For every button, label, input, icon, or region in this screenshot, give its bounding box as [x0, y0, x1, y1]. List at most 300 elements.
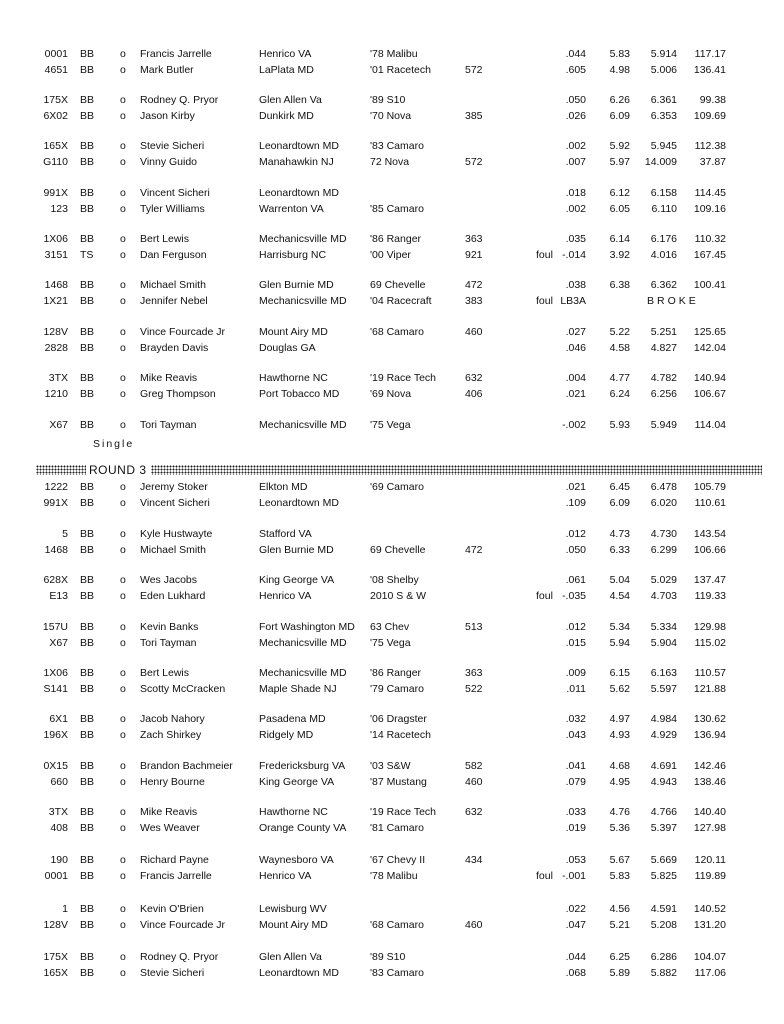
dotted-divider-right — [151, 465, 762, 475]
lane-marker: o — [120, 903, 126, 915]
class-code: BB — [80, 574, 95, 586]
sixty-foot-time: 5.22 — [609, 326, 630, 338]
lane-marker: o — [120, 637, 126, 649]
driver-name: Kyle Hustwayte — [140, 528, 213, 540]
racer-row — [0, 820, 784, 836]
race-pair — [0, 804, 784, 836]
speed-mph: 167.45 — [693, 249, 726, 261]
class-code: BB — [80, 64, 95, 76]
speed-mph: 129.98 — [693, 621, 726, 633]
sixty-foot-time: 6.38 — [609, 279, 630, 291]
reaction-time: .021 — [565, 388, 586, 400]
car-number: X67 — [49, 637, 68, 649]
lane-marker: o — [120, 967, 126, 979]
reaction-time: .009 — [565, 667, 586, 679]
elapsed-time: 5.945 — [650, 140, 677, 152]
driver-name: Brandon Bachmeier — [140, 760, 233, 772]
racer-row — [0, 201, 784, 217]
elapsed-time: 6.286 — [650, 951, 677, 963]
reaction-time: .079 — [565, 776, 586, 788]
elapsed-time: 4.016 — [650, 249, 677, 261]
hometown: Mechanicsville MD — [259, 233, 347, 245]
driver-name: Francis Jarrelle — [140, 870, 212, 882]
car-number: 1 — [62, 903, 68, 915]
car-number: 175X — [43, 94, 68, 106]
vehicle: '00 Viper — [370, 249, 411, 261]
car-number: 3151 — [44, 249, 68, 261]
speed-mph: 109.16 — [693, 203, 726, 215]
driver-name: Bert Lewis — [140, 667, 190, 679]
driver-name: Tyler Williams — [140, 203, 205, 215]
lane-marker: o — [120, 951, 126, 963]
elapsed-time: 6.163 — [650, 667, 677, 679]
driver-name: Greg Thompson — [140, 388, 216, 400]
reaction-time: .022 — [565, 903, 586, 915]
vehicle: '86 Ranger — [370, 667, 422, 679]
vehicle: '75 Vega — [370, 637, 411, 649]
sixty-foot-time: 6.15 — [609, 667, 630, 679]
engine-cid: 921 — [465, 249, 483, 261]
sixty-foot-time: 4.98 — [609, 64, 630, 76]
hometown: Fredericksburg VA — [259, 760, 346, 772]
driver-name: Jason Kirby — [140, 110, 195, 122]
lane-marker: o — [120, 388, 126, 400]
elapsed-time: 5.006 — [650, 64, 677, 76]
vehicle: 69 Chevelle — [370, 279, 426, 291]
race-pair — [0, 665, 784, 697]
driver-name: Richard Payne — [140, 854, 209, 866]
sixty-foot-time: 6.33 — [609, 544, 630, 556]
racer-row — [0, 154, 784, 170]
racer-row — [0, 681, 784, 697]
speed-mph: 37.87 — [699, 156, 726, 168]
sixty-foot-time: 4.76 — [609, 806, 630, 818]
driver-name: Zach Shirkey — [140, 729, 202, 741]
engine-cid: 472 — [465, 279, 483, 291]
driver-name: Jacob Nahory — [140, 713, 205, 725]
reaction-time: .019 — [565, 822, 586, 834]
sixty-foot-time: 5.93 — [609, 419, 630, 431]
class-code: BB — [80, 729, 95, 741]
car-number: 408 — [50, 822, 68, 834]
engine-cid: 434 — [465, 854, 483, 866]
reaction-time: .061 — [565, 574, 586, 586]
hometown: Mount Airy MD — [259, 326, 328, 338]
racer-row — [0, 526, 784, 542]
speed-mph: 137.47 — [693, 574, 726, 586]
vehicle: '06 Dragster — [370, 713, 427, 725]
reaction-time: .027 — [565, 326, 586, 338]
hometown: Henrico VA — [259, 590, 312, 602]
reaction-time: LB3A — [560, 295, 586, 307]
driver-name: Henry Bourne — [140, 776, 205, 788]
class-code: BB — [80, 140, 95, 152]
class-code: BB — [80, 372, 95, 384]
speed-mph: 105.79 — [693, 481, 726, 493]
speed-mph: 143.54 — [693, 528, 726, 540]
lane-marker: o — [120, 760, 126, 772]
vehicle: 63 Chev — [370, 621, 410, 633]
racer-row — [0, 852, 784, 868]
hometown: Mechanicsville MD — [259, 419, 347, 431]
sixty-foot-time: 4.54 — [609, 590, 630, 602]
elapsed-time: 5.251 — [650, 326, 677, 338]
elapsed-time: 6.361 — [650, 94, 677, 106]
reaction-time: .068 — [565, 967, 586, 979]
sixty-foot-time: 4.73 — [609, 528, 630, 540]
class-code: BB — [80, 903, 95, 915]
lane-marker: o — [120, 140, 126, 152]
elapsed-time: 4.943 — [650, 776, 677, 788]
racer-row — [0, 247, 784, 263]
elapsed-time: 14.009 — [644, 156, 677, 168]
sixty-foot-time: 4.77 — [609, 372, 630, 384]
class-code: BB — [80, 279, 95, 291]
vehicle: 2010 S & W — [370, 590, 427, 602]
lane-marker: o — [120, 64, 126, 76]
race-pair — [0, 46, 784, 78]
car-number: 128V — [43, 919, 68, 931]
driver-name: Vinny Guido — [140, 156, 198, 168]
hometown: Harrisburg NC — [259, 249, 327, 261]
lane-marker: o — [120, 342, 126, 354]
elapsed-time: 4.827 — [650, 342, 677, 354]
lane-marker: o — [120, 372, 126, 384]
car-number: 1X21 — [43, 295, 68, 307]
race-pair — [0, 619, 784, 651]
car-number: 4651 — [44, 64, 68, 76]
racer-row — [0, 138, 784, 154]
driver-name: Jeremy Stoker — [140, 481, 208, 493]
class-code: BB — [80, 951, 95, 963]
speed-mph: 110.32 — [694, 233, 726, 245]
class-code: BB — [80, 419, 95, 431]
car-number: 991X — [43, 497, 68, 509]
sixty-foot-time: 6.25 — [609, 951, 630, 963]
class-code: BB — [80, 967, 95, 979]
class-code: BB — [80, 760, 95, 772]
driver-name: Stevie Sicheri — [140, 967, 205, 979]
racer-row — [0, 572, 784, 588]
car-number: 1X06 — [43, 233, 68, 245]
sixty-foot-time: 6.14 — [609, 233, 630, 245]
vehicle: '79 Camaro — [370, 683, 424, 695]
lane-marker: o — [120, 295, 126, 307]
hometown: Lewisburg WV — [259, 903, 327, 915]
hometown: Hawthorne NC — [259, 806, 328, 818]
elapsed-time: 4.591 — [650, 903, 677, 915]
lane-marker: o — [120, 203, 126, 215]
speed-mph: 140.94 — [693, 372, 726, 384]
car-number: 5 — [62, 528, 68, 540]
speed-mph: 125.65 — [693, 326, 726, 338]
driver-name: Mark Butler — [140, 64, 194, 76]
race-pair — [0, 185, 784, 217]
racer-row — [0, 949, 784, 965]
speed-mph: 106.67 — [693, 388, 726, 400]
racer-row — [0, 231, 784, 247]
class-code: BB — [80, 590, 95, 602]
hometown: Leonardtown MD — [259, 497, 339, 509]
racer-row — [0, 868, 784, 884]
elapsed-time: 5.208 — [650, 919, 677, 931]
sixty-foot-time: 5.83 — [609, 870, 630, 882]
race-pair — [0, 231, 784, 263]
class-code: BB — [80, 637, 95, 649]
vehicle: '01 Racetech — [370, 64, 431, 76]
racer-row — [0, 370, 784, 386]
elapsed-time: 4.929 — [650, 729, 677, 741]
lane-marker: o — [120, 544, 126, 556]
class-code: BB — [80, 233, 95, 245]
race-pair — [0, 949, 784, 981]
class-code: BB — [80, 481, 95, 493]
hometown: Leonardtown MD — [259, 967, 339, 979]
speed-mph: 106.66 — [693, 544, 726, 556]
car-number: 6X02 — [43, 110, 68, 122]
reaction-time: .018 — [565, 187, 586, 199]
driver-name: Tori Tayman — [140, 637, 197, 649]
lane-marker: o — [120, 590, 126, 602]
hometown: Stafford VA — [259, 528, 312, 540]
driver-name: Vincent Sicheri — [140, 497, 210, 509]
class-code: BB — [80, 528, 95, 540]
racer-row — [0, 635, 784, 651]
vehicle: '87 Mustang — [370, 776, 427, 788]
vehicle: 69 Chevelle — [370, 544, 426, 556]
elapsed-time: 6.176 — [650, 233, 677, 245]
foul-flag: foul — [536, 590, 553, 602]
car-number: 0X15 — [43, 760, 68, 772]
class-code: BB — [80, 94, 95, 106]
reaction-time: .002 — [565, 140, 586, 152]
car-number: 0001 — [44, 48, 68, 60]
racer-row — [0, 619, 784, 635]
racer-row — [0, 108, 784, 124]
elapsed-time: 4.691 — [650, 760, 677, 772]
reaction-time: .012 — [565, 621, 586, 633]
driver-name: Francis Jarrelle — [140, 48, 212, 60]
elapsed-time: 6.478 — [650, 481, 677, 493]
driver-name: Vince Fourcade Jr — [140, 919, 226, 931]
engine-cid: 460 — [465, 919, 483, 931]
racer-row — [0, 185, 784, 201]
driver-name: Stevie Sicheri — [140, 140, 205, 152]
sixty-foot-time: 5.36 — [609, 822, 630, 834]
sixty-foot-time: 6.26 — [609, 94, 630, 106]
lane-marker: o — [120, 233, 126, 245]
car-number: 660 — [50, 776, 68, 788]
vehicle: '89 S10 — [370, 951, 406, 963]
reaction-time: -.014 — [562, 249, 586, 261]
reaction-time: .046 — [565, 342, 586, 354]
hometown: Dunkirk MD — [259, 110, 314, 122]
vehicle: '14 Racetech — [370, 729, 431, 741]
lane-marker: o — [120, 279, 126, 291]
elapsed-time: 6.158 — [650, 187, 677, 199]
sixty-foot-time: 4.68 — [609, 760, 630, 772]
lane-marker: o — [120, 822, 126, 834]
engine-cid: 472 — [465, 544, 483, 556]
elapsed-time: 5.825 — [650, 870, 677, 882]
lane-marker: o — [120, 729, 126, 741]
foul-flag: foul — [536, 870, 553, 882]
elapsed-time: 6.256 — [650, 388, 677, 400]
foul-flag: foul — [536, 249, 553, 261]
speed-mph: 131.20 — [693, 919, 726, 931]
class-code: BB — [80, 544, 95, 556]
racer-row — [0, 417, 784, 433]
hometown: Leonardtown MD — [259, 187, 339, 199]
reaction-time: .004 — [565, 372, 586, 384]
sixty-foot-time: 5.97 — [609, 156, 630, 168]
speed-mph: 130.62 — [693, 713, 726, 725]
lane-marker: o — [120, 419, 126, 431]
car-number: 196X — [43, 729, 68, 741]
driver-name: Bert Lewis — [140, 233, 190, 245]
elapsed-time: 5.669 — [650, 854, 677, 866]
class-code: BB — [80, 683, 95, 695]
lane-marker: o — [120, 481, 126, 493]
race-pair — [0, 572, 784, 604]
sixty-foot-time: 6.24 — [609, 388, 630, 400]
sixty-foot-time: 5.89 — [609, 967, 630, 979]
speed-mph: 114.45 — [694, 187, 726, 199]
engine-cid: 460 — [465, 776, 483, 788]
car-number: 1210 — [44, 388, 68, 400]
car-number: 1X06 — [43, 667, 68, 679]
speed-mph: 127.98 — [693, 822, 726, 834]
driver-name: Vincent Sicheri — [140, 187, 210, 199]
racer-row — [0, 588, 784, 604]
reaction-time: .012 — [565, 528, 586, 540]
class-code: BB — [80, 203, 95, 215]
sixty-foot-time: 4.56 — [609, 903, 630, 915]
car-number: E13 — [49, 590, 68, 602]
elapsed-time: 6.299 — [650, 544, 677, 556]
reaction-time: .002 — [565, 203, 586, 215]
elapsed-time: 4.766 — [650, 806, 677, 818]
elapsed-time: 5.904 — [650, 637, 677, 649]
class-code: BB — [80, 776, 95, 788]
racer-row — [0, 727, 784, 743]
lane-marker: o — [120, 110, 126, 122]
speed-mph: 138.46 — [693, 776, 726, 788]
racer-row — [0, 62, 784, 78]
race-pair — [0, 92, 784, 124]
lane-marker: o — [120, 156, 126, 168]
lane-marker: o — [120, 870, 126, 882]
speed-mph: 121.88 — [693, 683, 726, 695]
hometown: Manahawkin NJ — [259, 156, 334, 168]
reaction-time: .011 — [566, 683, 586, 695]
racer-row — [0, 293, 784, 309]
driver-name: Mike Reavis — [140, 806, 198, 818]
reaction-time: .032 — [565, 713, 586, 725]
driver-name: Wes Weaver — [140, 822, 200, 834]
racer-row — [0, 277, 784, 293]
engine-cid: 385 — [465, 110, 483, 122]
vehicle: '68 Camaro — [370, 326, 424, 338]
speed-mph: 136.94 — [693, 729, 726, 741]
car-number: 991X — [43, 187, 68, 199]
engine-cid: 383 — [465, 295, 483, 307]
elapsed-time: 6.110 — [651, 203, 677, 215]
car-number: 175X — [43, 951, 68, 963]
racer-row — [0, 542, 784, 558]
engine-cid: 522 — [465, 683, 483, 695]
sixty-foot-time: 5.67 — [609, 854, 630, 866]
reaction-time: .015 — [565, 637, 586, 649]
engine-cid: 406 — [465, 388, 483, 400]
elapsed-time: 5.882 — [650, 967, 677, 979]
speed-mph: 110.61 — [694, 497, 726, 509]
elapsed-time: 5.914 — [650, 48, 677, 60]
hometown: LaPlata MD — [259, 64, 314, 76]
sixty-foot-time: 6.09 — [609, 497, 630, 509]
engine-cid: 632 — [465, 806, 483, 818]
elapsed-time: 4.703 — [650, 590, 677, 602]
sixty-foot-time: 5.62 — [609, 683, 630, 695]
reaction-time: .043 — [565, 729, 586, 741]
race-pair — [0, 711, 784, 743]
engine-cid: 572 — [465, 156, 483, 168]
hometown: Mechanicsville MD — [259, 295, 347, 307]
reaction-time: .053 — [565, 854, 586, 866]
car-number: X67 — [49, 419, 68, 431]
hometown: Glen Burnie MD — [259, 279, 334, 291]
lane-marker: o — [120, 806, 126, 818]
vehicle: '19 Race Tech — [370, 806, 437, 818]
class-code: BB — [80, 187, 95, 199]
hometown: King George VA — [259, 574, 335, 586]
engine-cid: 363 — [465, 667, 483, 679]
sixty-foot-time: 3.92 — [609, 249, 630, 261]
hometown: Pasadena MD — [259, 713, 326, 725]
class-code: BB — [80, 621, 95, 633]
sixty-foot-time: 4.97 — [609, 713, 630, 725]
car-number: 165X — [43, 967, 68, 979]
lane-marker: o — [120, 497, 126, 509]
elapsed-time: 6.353 — [650, 110, 677, 122]
elapsed-time: 4.782 — [650, 372, 677, 384]
class-code: BB — [80, 326, 95, 338]
vehicle: '81 Camaro — [370, 822, 424, 834]
vehicle: '69 Nova — [370, 388, 412, 400]
class-code: BB — [80, 822, 95, 834]
hometown: Mechanicsville MD — [259, 667, 347, 679]
elapsed-time: 5.334 — [650, 621, 677, 633]
reaction-time: .035 — [565, 233, 586, 245]
speed-mph: 114.04 — [694, 419, 726, 431]
sixty-foot-time: 5.94 — [609, 637, 630, 649]
reaction-time: .044 — [565, 951, 586, 963]
hometown: Leonardtown MD — [259, 140, 339, 152]
elapsed-time: 5.949 — [650, 419, 677, 431]
sixty-foot-time: 6.45 — [609, 481, 630, 493]
car-number: 3TX — [48, 806, 68, 818]
hometown: Glen Burnie MD — [259, 544, 334, 556]
lane-marker: o — [120, 713, 126, 725]
hometown: Port Tobacco MD — [259, 388, 340, 400]
lane-marker: o — [120, 683, 126, 695]
driver-name: Eden Lukhard — [140, 590, 206, 602]
vehicle: '89 S10 — [370, 94, 406, 106]
hometown: Elkton MD — [259, 481, 308, 493]
racer-row — [0, 92, 784, 108]
car-number: 1468 — [44, 544, 68, 556]
race-pair — [0, 901, 784, 933]
